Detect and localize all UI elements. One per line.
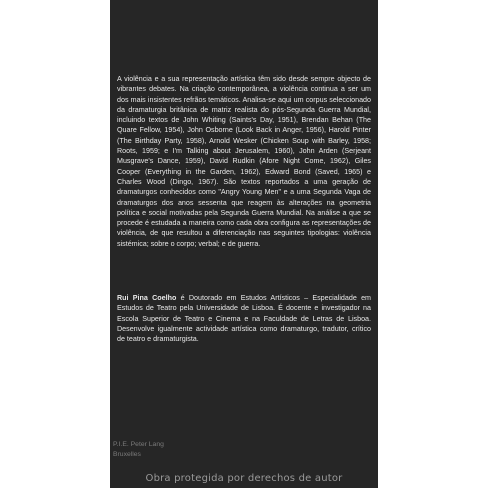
author-name: Rui Pina Coelho [117,294,177,302]
author-bio-paragraph [117,293,371,344]
back-cover [110,0,378,488]
author-bio-text: é Doutorado em Estudos Artísticos – Especialidade em Estudos de Teatro pela Universidade de Lisboa. É docente e investigador na Escola Superior de Teatro e Cinema e na Faculdade de Letras de Lisboa. Desenvolve igualmente actividade artística como dramaturgo, tradutor, crítico de teatro e dramaturgista. [117,294,372,344]
publisher-imprint [113,440,164,460]
abstract-paragraph: A violência e a sua representação artística têm sido desde sempre objecto de vibrantes debates. Na criação contemporânea, a violência continua a ser um dos mais insistentes refrãos temáticos. Analisa-se aqui um corpus seleccionado da dramaturgia britânica de matriz realista do pós-Segunda Guerra Mundial, incluindo textos de John Whiting (Saints's Day, 1951), Brendan Behan (The Quare Fellow, 1954), John Osborne (Look Back in Anger, 1956), Harold Pinter (The Birthday Party, 1958), Arnold Wesker (Chicken Soup with Barley, 1958; Roots, 1959; e I'm Talking about Jerusalem, 1960), John Arden (Serjeant Musgrave's Dance, 1959), David Rudkin (Afore Night Come, 1962), Giles Cooper (Everything in the Garden, 1962), Edward Bond (Saved, 1965) e Charles Wood (Dingo, 1967). São textos reportados a uma geração de dramaturgos conhecidos como "Angry Young Men" e a uma Segunda Vaga de dramaturgos dos anos sessenta que reagem às alterações na geometria política e social motivadas pela Segunda Guerra Mundial. Na análise a que se procede é estudada a maneira como cada obra configura as representações de violência, de que resultou a diferenciação nas seguintes tipologias: violência sistémica; sobre o corpo; verbal; e de guerra. [117,75,371,248]
publisher-city: Bruxelles [113,451,141,458]
copyright-watermark-bottom: Obra protegida por derechos de autor [145,473,343,484]
publisher-name: P.I.E. Peter Lang [113,441,164,448]
